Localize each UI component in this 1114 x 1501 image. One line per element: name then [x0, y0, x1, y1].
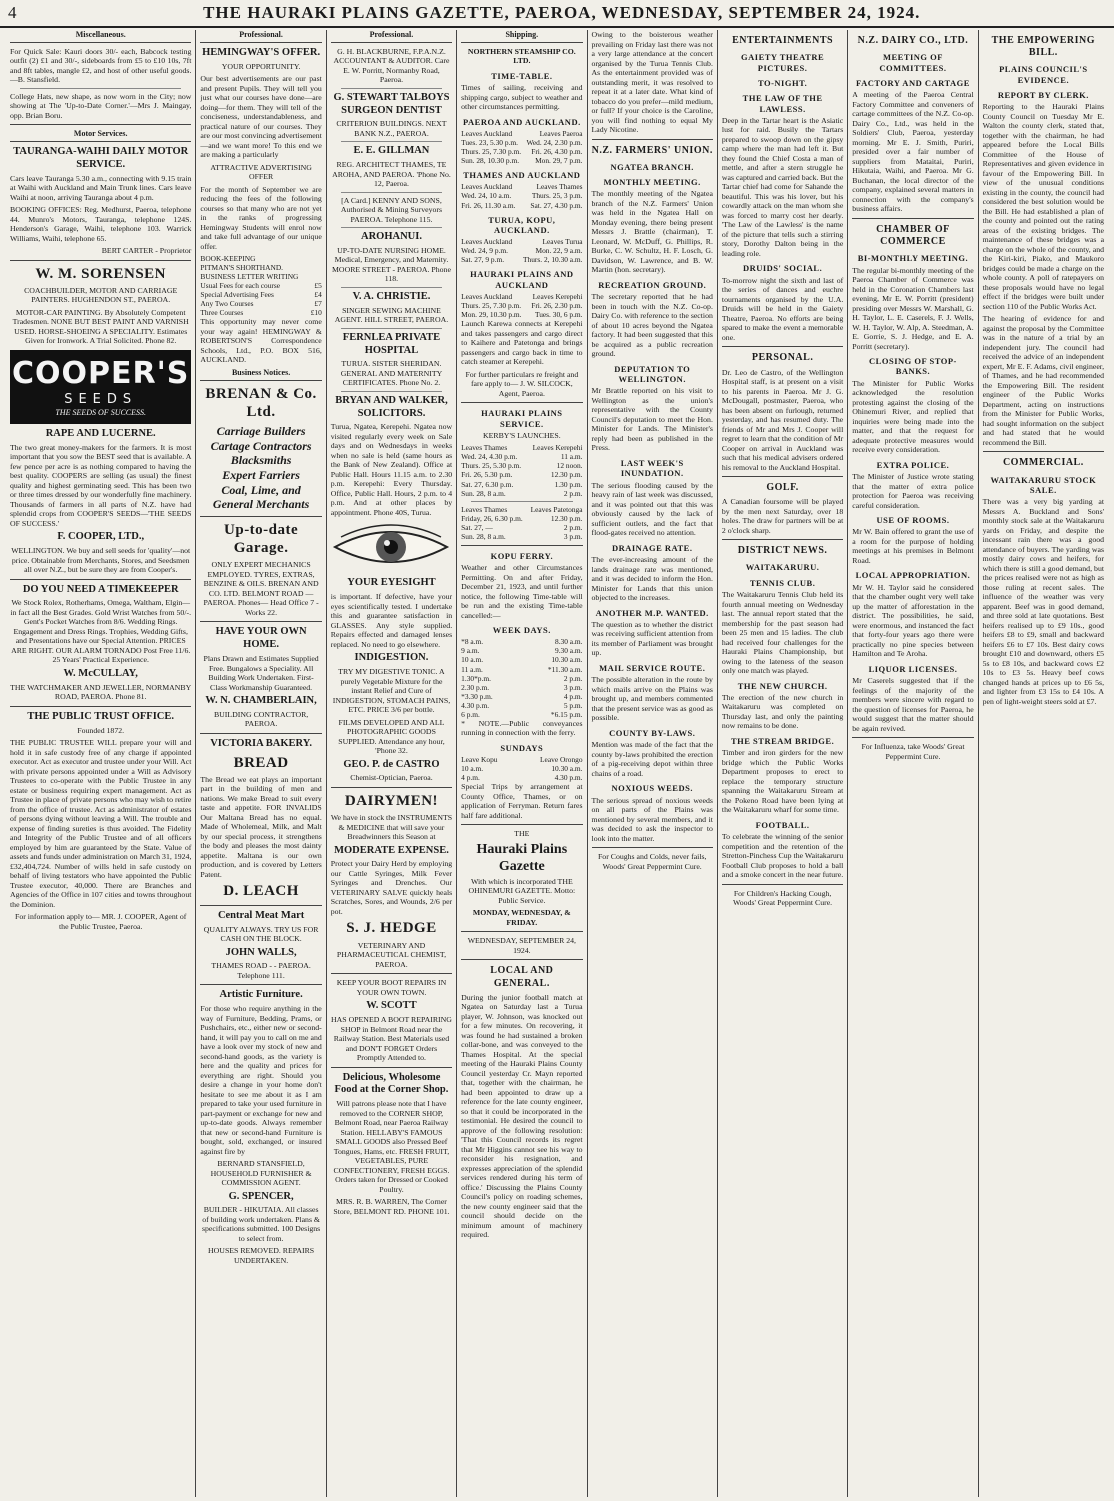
article-title: DISTRICT NEWS.: [737, 545, 828, 557]
article-body: A Canadian foursome will be played by the men next Saturday, over 18 holes. The draw for partners will be at 2 o'clock sharp.: [721, 497, 844, 535]
ad-body: For those who require anything in the way of Furniture, Bedding, Prams, or Pushchairs, etc., either new or second-hand, it will pay you to call on me and have a look over my stock of new and second-hand goods, as the variety is here and the quality and prices for everything are right. Should you desire a change in your home don't hesitate to see me about it as I am prepared to take your used furniture in part-payment or exchange for new and up-to-date goods. Always remember that new or second-hand Furniture is bought, sold, exchanged, or insured against fire by: [200, 1004, 322, 1156]
fee-row: PITMAN'S SHORTHAND.: [200, 263, 284, 273]
ad-title: MODERATE EXPENSE.: [334, 844, 449, 856]
article-body: During the junior football match at Ngatea on Saturday last a Turua player, W. Johnson, was knocked out for a few minutes. On recovering, it was found he had sustained a broken collar-bone, and was conveyed to the Thames Hospital. At the special meeting of the Hauraki Plains County Council yesterday Cr. Mayn reported that, together with the chairman, he had been appointed to draw up a reference for the late county engineer, so that it could be incorporated in the testimonial. He desired the council to approve of the following resolution: 'That this Council records its regret that Mr Higgins cannot see his way to reconsider his resignation, and expresses appreciation of the splendid services rendered during his term of office.' Discussing the Plains County Council's policy on roading schemes, the new county engineer said that the council should decide on the minimum amount of machinery required.: [461, 992, 583, 1240]
ad-body: With which is incorporated THE OHINEMURI GAZETTE. Motto: Public Service.: [468, 876, 576, 905]
ad-body: The Bread we eat plays an important part in the building of men and nations. We make Bread to suit every taste and appetite. FOR INVALIDS Our Maltana Bread has no equal. Made of Wholemeal, Milk, and Malt by our special process, it strengthens the body and pleases the most dainty appetite. Maltana is our own production, and is covered by Letters Patent.: [200, 774, 322, 879]
ad-body: THAMES ROAD - - PAEROA. Telephone 111.: [211, 961, 311, 980]
subheading: EXTRA POLICE.: [876, 459, 950, 470]
table-row: Sat. 27, — 2 p.m.: [461, 522, 583, 532]
article-body: Mr W. H. Taylor said he considered that the chamber ought very well take up the matter of afforestation in the district. The possibilities, he said, were enormous, and instanced the fact that forty-four years ago there were practically no pine species between Hamilton and Te Aroha.: [852, 582, 974, 659]
columns: [6, 30, 1108, 1497]
subheading: COUNTY BY-LAWS.: [609, 727, 696, 738]
article-body: The serious spread of noxious weeds on all parts of the Plains was mentioned by several members, and it was decided to ask the inspector to look into the matter.: [591, 795, 713, 843]
article-body: Mention was made of the fact that the county by-laws prohibited the erection of a pig-receiving depot within three chains of a road.: [591, 740, 713, 778]
article-body: Mr Caserels suggested that if the feelings of the majority of the members were sincere with regard to the question of licenses for Paeroa, he would suggest that the matter should be again revived.: [852, 676, 974, 733]
section-heading: Shipping.: [461, 30, 582, 43]
article-body: The regular bi-monthly meeting of the Paeroa Chamber of Commerce was held in the Coronation Chambers last evening, Mr E. W. Porritt (president) presiding over Messrs W. Marshall, G. H. Taylor, L. E. Caserels, F. J. Wells, W. H. Taylor, W. Alp, A. Steedman, A. E. Gorrie, S. J. Hedge, and E. A. Porritt (secretary).: [852, 265, 974, 351]
ad-title: BRYAN AND WALKER, SOLICITORS.: [335, 394, 448, 419]
subheading: FACTORY AND CARTAGE: [856, 77, 970, 88]
ad-footer: For Coughs and Colds, never fails, Woods' Great Peppermint Cure.: [597, 852, 707, 871]
ad-footer: MRS. R. B. WARREN, The Corner Store, BELMONT RD. PHONE 101.: [333, 1197, 450, 1216]
ad-title: THE PUBLIC TRUST OFFICE.: [27, 710, 175, 722]
section-heading: Professional.: [200, 30, 321, 43]
ad-title: VICTORIA BAKERY.: [210, 737, 312, 749]
table-row: Wed. 24, 10 a.m. Thurs. 25, 3 p.m.: [461, 191, 583, 201]
subheading: HAURAKI PLAINS AND AUCKLAND: [470, 269, 574, 290]
table-row: Tues. 23, 5.30 p.m. Wed. 24, 2.30 p.m.: [461, 138, 583, 147]
article-body: The Minister of Justice wrote stating that the matter of extra police protection for Paeroa was receiving careful consideration.: [852, 472, 974, 510]
table-row: Sat. 27, 9 p.m. Thurs. 2, 10.30 a.m.: [461, 255, 583, 265]
ad-body: We have in stock the INSTRUMENTS & MEDICINE that will save your Breadwinners this Season at: [330, 813, 453, 842]
ad-body: G. H. BLACKBURNE, F.P.A.N.Z. ACCOUNTANT & AUDITOR. Care E. W. Porritt, Normanby Road, Paeroa.: [333, 46, 450, 85]
table-row: Leaves Auckland Leaves Turua: [461, 237, 583, 247]
ad-footer: HOUSES REMOVED. REPAIRS UNDERTAKEN.: [208, 1246, 315, 1265]
ad-body: UP-TO-DATE NURSING HOME. Medical, Emergency, and Maternity. MOORE STREET - PAEROA. Phone 118.: [332, 245, 451, 284]
article-body: The serious flooding caused by the heavy rain of last week was discussed, and it was pointed out that this was obviously caused by the lack of sufficient outlets, and the fact that flood-gates received no attention.: [591, 480, 713, 538]
ad-body: SINGER SEWING MACHINE AGENT. HILL STREET, PAEROA.: [334, 305, 449, 325]
ad-signature: BERT CARTER - Proprietor: [101, 246, 192, 256]
article-body: The erection of the new church in Waitakaruru was completed on Thursday last, and only the painting now remains to be done.: [721, 692, 844, 731]
table-row: Leaves Auckland Leaves Paeroa: [461, 128, 583, 138]
table-row: Leaves Thames Leaves Patetonga: [461, 504, 583, 514]
ad-body: For the month of September we are reducing the fees of the following courses so that many who are not yet in the ranks of progressing Hemingway Students will enrol now and take full advantage of our unique offer.: [200, 184, 322, 251]
ad-subtitle: KEEP YOUR BOOT REPAIRS IN YOUR OWN TOWN.: [336, 978, 447, 997]
fee-table: [200, 254, 321, 317]
ad-body: Will patrons please note that I have removed to the CORNER SHOP, Belmont Road, near Paeroa Railway Station. HELLABY'S FAMOUS SMALL GOODS also Pressed Beef Tongues, Hams, etc. FRESH FRUIT, VEGETABLES, PURE CONFECTIONERY, FRESH EGGS. Orders taken for Dressed or Cooked Poultry.: [333, 1099, 450, 1194]
subheading: SUNDAYS: [500, 742, 544, 753]
table-row: Sat. 27, 6.30 p.m. 1.30 p.m.: [461, 479, 583, 489]
article-title: N.Z. DAIRY CO., LTD.: [857, 35, 969, 46]
table-row: Friday, 26, 6.30 p.m. 12.30 p.m.: [461, 513, 583, 523]
masthead: [0, 0, 1114, 28]
subheading: TIME-TABLE.: [491, 70, 553, 81]
ad-title: D. LEACH: [223, 883, 299, 900]
subheading: TURUA, KOPU, AUCKLAND.: [488, 214, 556, 235]
subheading: WAITAKARURU.: [745, 562, 820, 573]
ad-title: V. A. CHRISTIE.: [352, 290, 431, 302]
ad-body: Our best advertisements are our past and present Pupils. They will tell you just what our courses have done—are doing—for them. They will tell of the conciseness, understandableness, and practical nature of our courses. They are our most convincing advertisement—and we want more! To this end we are making a particularly: [200, 74, 322, 160]
ad-body: is important. If defective, have your eyes scientifically tested. I undertake this and guarantee satisfaction in GLASSES. Any style supplied. Repairs effected and damaged lenses replaced. No need to go elsewhere.: [330, 592, 453, 649]
ad-body: Protect your Dairy Herd by employing our Cattle Syringes, Milk Fever Syringes and Drenches. Our VETERINARY SALVE quickly heals Scratches, Sores, and Wounds, 2/6 per pot.: [330, 859, 453, 916]
subheading: LIQUOR LICENSES.: [868, 663, 958, 674]
ad-body: Turua, Ngatea, Kerepehi. Ngatea now visited regularly every week on Sale days and on Wednesdays in weeks when no sale is held (same hours as the Bank of New Zealand). Office at Public Hall. Hours 11.15 a.m. to 2.30 p.m. Kerepehi: Every Thursday. Office, Public Hall. Hours, 2 p.m. to 4 p.m. And at other places by appointment. Phone 40S, Turua.: [330, 422, 453, 517]
subheading: HAURAKI PLAINS SERVICE.: [481, 408, 563, 429]
ad-body: THE PUBLIC TRUSTEE WILL prepare your will and hold it in safe custody free of any charge if appointed executor. Act as executor and trustee under your Will. Act with private persons appointed under a Will as Advisory Trustees to co-operate with the Public Trustee in any estate or business requiring expert management. Act as Trustee in place of private persons who may wish to retire from the office of trustee. Act as administrator of estates of persons dying without leaving a Will. The trouble and expense of finding sureties is thus avoided. The Fidelity and Integrity of the Public Trustee and of all officers employed by him are guaranteed by the State. Value of assets and funds under administration on March 31, 1924, £32,404,724. Number of wills held in safe custody on behalf of living testators who have appointed the Public Trustee executor, 40,000. There are Branches and Agencies of the Office in 107 cities and towns throughout the Dominion.: [10, 738, 192, 909]
sailing-table: [461, 292, 582, 319]
ad-subtitle: KERBY'S LAUNCHES.: [483, 430, 561, 440]
ad-body: * NOTE.—Public conveyances running in connection with the ferry.: [461, 718, 583, 738]
ad-subtitle: MONDAY, WEDNESDAY, & FRIDAY.: [472, 908, 571, 927]
ad-title: FERNLEA PRIVATE HOSPITAL: [342, 331, 441, 356]
ad-body: FILMS DEVELOPED AND ALL PHOTOGRAPHIC GOODS SUPPLIED. Attendance any hour, 'Phone 32.: [338, 717, 445, 756]
ad-body: BUILDING CONTRACTOR, PAEROA.: [213, 709, 309, 729]
ad-title: HAVE YOUR OWN HOME.: [215, 626, 307, 651]
column-8: [979, 30, 1108, 1497]
ad-title: DAIRYMEN!: [344, 792, 439, 809]
fee-row: BOOK-KEEPING: [200, 254, 256, 264]
article-body: The hearing of evidence for and against the proposal by the Committee was in the nature of a trial by an independent jury. The council had received the advice of an independent expert, Mr E. F. Adams, civil engineer, of Thames, and he had recommended the Empowering Bill. The resident engineer of the Public Works Department, acting on instructions from the Minister for Public Works, had sought information on the subject and had stated that he would recommend the Bill.: [982, 314, 1105, 447]
ad-title: Artistic Furniture.: [219, 989, 303, 1001]
ad-footer: BERNARD STANSFIELD, HOUSEHOLD FURNISHER & COMMISSION AGENT.: [210, 1159, 312, 1188]
ad-title: DO YOU NEED A TIMEKEEPER: [22, 583, 179, 595]
ferry-table: [461, 637, 582, 718]
ad-title: W. N. CHAMBERLAIN,: [205, 695, 317, 707]
sailing-table: [461, 237, 582, 264]
article-title: CHAMBER OF COMMERCE: [876, 223, 950, 247]
subheading: NOXIOUS WEEDS.: [611, 783, 693, 794]
ad-title: W. SCOTT: [366, 1000, 417, 1012]
table-row: 9 a.m. 9.30 a.m.: [461, 646, 583, 656]
ad-body: Plans Drawn and Estimates Supplied Free. Bungalows a Speciality. All Building Work Undertaken. First-Class Workmanship Guaranteed.: [203, 654, 319, 692]
table-row: 4 p.m. 4.30 p.m.: [461, 773, 583, 783]
quick-sale-ad: For Quick Sale: Kauri doors 30/- each, Babcock testing outfit (2) £1 and 30/-, sideboards from £5 to £10 10s, 7ft and 8ft tables, mangle £2, and host of other useful goods.—B. Stansfield.: [10, 46, 192, 85]
section-heading: Miscellaneous.: [10, 30, 191, 43]
table-row: *3.30 p.m. 4 p.m.: [461, 691, 583, 701]
fee-row: Any Two Courses £7: [200, 299, 322, 309]
article-body: To-morrow night the sixth and last of the series of dances and euchre tournaments organised by the U.A. Druids will be held in the Gaiety Theatre, Paeroa. No efforts are being spared to make the event a memorable one.: [721, 275, 844, 342]
column-1: [6, 30, 196, 1497]
ad-body: ONLY EXPERT MECHANICS EMPLOYED. TYRES, EXTRAS, BENZINE & OILS. BRENAN AND CO. LTD. BELMONT ROAD — PAEROA. Phones— Head Office 7 - Works 22.: [203, 560, 319, 617]
table-row: Wed. 24, 4.30 p.m. 11 a.m.: [461, 452, 583, 462]
article-body: The Minister for Public Works acknowledged the resolution protesting against the closing of the Ohinemuri River, and replied that inquiries were being made into the matter, and that the request for adequate protective measures would receive every consideration.: [852, 378, 974, 455]
table-row: Thurs. 25, 5.30 p.m. 12 noon.: [461, 461, 583, 471]
ad-body: MOTOR-CAR PAINTING. By Absolutely Competent Tradesmen. NONE BUT BEST PAINT AND VARNISH USED. HORSE-SHOEING A SPECIALITY. Estimates Given for Ironwork. A Trial Solicited. Phone 82.: [12, 307, 189, 346]
ad-title: BRENAN & Co. Ltd.: [205, 385, 317, 420]
table-row: 6 p.m. *6.15 p.m.: [461, 709, 583, 719]
subheading: MEETING OF COMMITTEES.: [879, 52, 947, 73]
ad-body: Special Trips by arrangement at County Office, Thames, or on application of Ferryman. Return fares half fare additional.: [461, 782, 583, 820]
subheading: CLOSING OF STOP-BANKS.: [869, 356, 957, 377]
column-4: Shipping. NORTHERN STEAMSHIP CO. LTD. TIME-TABLE. Times of sailing, receiving and shipping cargo, subject to weather and other circumstances permitting. PAEROA AND AUCKLAND. Leaves Auckland Leaves Paeroa Tues. 23, 5.30 p.m. Wed. 24, 2.30 p.m. Thurs. 25, 7.30 p.m. Fri. 26, 4.30 p.m. Sun. 28, 10.30 p.m. Mon. 29, 7 p.m. THAMES AND AUCKLAND Leaves Auckland Leaves Thames Wed. 24, 10 a.m. Thurs. 25, 3 p.m. Fri. 26, 11.30 a.m. Sat. 27, 4.30 p.m. TURUA, KOPU, AUCKLAND. Leaves Auckland Leaves Turua Wed. 24, 9 p.m. Mon. 22, 9 a.m. Sat. 27, 9 p.m. Thurs. 2, 10.30 a.m. HAURAKI PLAINS AND AUCKLAND Leaves Auckland Leaves Kerepehi Thurs. 25, 7.30 p.m. Fri. 26, 2.30 p.m. Mon. 29, 10.30 p.m. Tues. 30, 6 p.m. Launch Karewa connects at Kerepehi and takes passengers and cargo direct to Kaihere and Patetonga and brings passengers and cargo back in time to catch steamer at Kerepehi. For further particulars re freight and fare apply to— J. W. SILCOCK, Agent, Paeroa. HAURAKI PLAINS SERVICE. KERBY'S LAUNCHES. Leaves Thames Leaves Kerepehi Wed. 24, 4.30 p.m. 11 a.m. Thurs. 25, 5.30 p.m. 12 noon. Fri. 26, 5.30 p.m. 12.30 p.m. Sat. 27, 6.30 p.m. 1.30 p.m. Sun. 28, 8 a.m. 2 p.m. Leaves Thames Leaves Patetonga Friday, 26, 6.30 p.m. 12.30 p.m. Sat. 27, — 2 p.m. Sun. 28, 8 a.m. 3 p.m. KOPU FERRY. Weather and other Circumstances Permitting. On and after Friday, December 21, 1923, and until further notice, the following Time-table will be run and the existing Time-table cancelled:— WEEK DAYS. *8 a.m. 8.30 a.m. 9 a.m. 9.30 a.m. 10 a.m. 10.30 a.m. 11 a.m. *11.30 a.m. 1.30*p.m. 2 p.m. 2.30 p.m. 3 p.m. *3.30 p.m. 4 p.m. 4.30 p.m. 5 p.m. 6 p.m. *6.15 p.m. * NOTE.—Public conveyances running in connection with the ferry. SUNDAYS Leave Kopu Leave Orongo 10 a.m. 10.30 a.m. 4 p.m. 4.30 p.m. Special Trips by arrangement at County Office, Thames, or on application of Ferryman. Return fares half fare additional. THE Hauraki Plains Gazette With which is incorporated THE OHINEMURI GAZETTE. Motto: Public Service. MONDAY, WEDNESDAY, & FRIDAY. WEDNESDAY, SEPTEMBER 24, 1924. LOCAL AND GENERAL. During the junior football match at Ngatea on Saturday last a Turua player, W. Johnson, was knocked out for a few minutes. On recovering, it was found he had sustained a broken collar-bone, and was conveyed to the Thames Hospital. At the special meeting of the Hauraki Plains County Council yesterday Cr. Mayn reported that, together with the chairman, he had been appointed to draw up a reference for the late county engineer, so that it could be incorporated in the testimonial. He desired the council to approve of the following resolution: 'That this Council records its regret that Mr Higgins cannot see his way to reconsider his resignation, and expresses appreciation of the splendid services rendered during his term of office.' Discussing the Plains County Council's policy on roading schemes, the new county engineer said that the council should decide on the minimum amount of machinery required.: [457, 30, 587, 1497]
ad-title: W. M. SORENSEN: [35, 265, 167, 282]
article-title: PERSONAL.: [751, 352, 814, 364]
article-body: The Waitakaruru Tennis Club held its fourth annual meeting on Wednesday last. The annual report stated that the membership for the past season had been 25 men and 15 ladies. The club had received four challenges for the Hauraki Plains Championship, but owing to the lateness of the season only one match was played.: [721, 590, 844, 676]
ad-title: TAURANGA-WAIHI DAILY MOTOR SERVICE.: [13, 146, 189, 170]
subheading: THAMES AND AUCKLAND: [463, 170, 581, 181]
subheading: ANOTHER M.P. WANTED.: [595, 607, 709, 618]
article-body: The secretary reported that he had been in touch with the N.Z. Co-op. Dairy Co. with reference to the section of about 10 acres beyond the Ngatea factory. It had been suggested that this be acquired as a public recreation ground.: [591, 292, 713, 359]
fee-row: BUSINESS LETTER WRITING: [200, 272, 299, 282]
subheading: NGATEA BRANCH.: [610, 161, 694, 172]
column-3: [327, 30, 457, 1497]
page-number: 4: [8, 3, 18, 22]
subheading: DRAINAGE RATE.: [611, 542, 693, 553]
section-heading: Motor Services.: [10, 129, 191, 142]
article-body: The monthly meeting of the Ngatea branch of the N.Z. Farmers' Union was held in the Ngatea Hall on Monday evening, there being present Messrs J. Brattle (chairman), T. Leonard, W. McDuff, G. Phillips, R. Burke, C. W. Schultz, H. F. Losch, G. Davidson, W. Lawrence, and B. W. Martin (hon. secretary).: [591, 189, 713, 275]
section-heading: Professional.: [331, 30, 452, 43]
column-7: [848, 30, 978, 1497]
table-row: Leaves Thames Leaves Kerepehi: [461, 443, 583, 453]
ad-body: VETERINARY AND PHARMACEUTICAL CHEMIST, PAEROA.: [336, 940, 447, 969]
article-title: LOCAL AND GENERAL.: [490, 965, 554, 989]
sailing-table: [461, 505, 582, 541]
subheading: WEEK DAYS.: [492, 625, 551, 636]
ad-body: HAS OPENED A BOOT REPAIRING SHOP in Belmont Road near the Railway Station. Best Materials used and DON'T FORGET Orders Promptly Attended to.: [331, 1015, 452, 1062]
ferry-table: [461, 755, 582, 782]
article-body: The possible alteration in the route by which mails arrive on the Plains was brought up, and members commented that the present service was as good as possible.: [591, 675, 713, 723]
ad-body: WELLINGTON. We buy and sell seeds for 'quality'—not price. Obtainable from Merchants, Stores, and Seedsmen all over N.Z., but be sure they are from Cooper's.: [11, 546, 191, 575]
sailing-table: [461, 443, 582, 497]
sailing-table: [461, 182, 582, 209]
article-body: Dr. Leo de Castro, of the Wellington Hospital staff, is at present on a visit to his parents in Paeroa. Mr J. G. McDougall, postmaster, Paeroa, who has been absent on furlough, returned yesterday, and has resumed duty. The friends of Mr and Mrs J. Cooper will regret to learn that the condition of Mr Cooper on arrival in Auckland was such that his medical advisers ordered his removal to the Auckland Hospital.: [721, 367, 844, 472]
fee-row: Three Courses £10: [200, 308, 322, 318]
table-row: 2.30 p.m. 3 p.m.: [461, 682, 583, 692]
ad-title: GEO. P. de CASTRO: [343, 758, 440, 770]
dateline: WEDNESDAY, SEPTEMBER 24, 1924.: [467, 936, 576, 955]
eye-illustration: [331, 523, 452, 571]
ad-title: Up-to-date Garage.: [224, 521, 299, 557]
subheading: THE LAW OF THE LAWLESS.: [742, 93, 823, 114]
table-row: Mon. 29, 10.30 p.m. Tues. 30, 6 p.m.: [461, 310, 583, 320]
ad-title: NORTHERN STEAMSHIP CO. LTD.: [467, 46, 576, 66]
ad-footer: This opportunity may never come your way again! HEMINGWAY & ROBERTSON'S Correspondence Schools, Ltd., P.O. BOX 516, AUCKLAND.: [200, 317, 322, 365]
table-row: Leaves Auckland Leaves Kerepehi: [461, 292, 583, 302]
article-body: The ever-increasing amount of the lands drainage rate was mentioned, and it was decided to inform the Hon. Minister for Lands that this union objected to the increases.: [591, 555, 713, 603]
ad-body: THE WATCHMAKER AND JEWELLER, NORMANBY ROAD, PAEROA. Phone 81.: [10, 682, 192, 702]
table-row: Wed. 24, 9 p.m. Mon. 22, 9 a.m.: [461, 246, 583, 256]
article-body: Mr Brattle reported on his visit to Wellington as the union's representative with the County Council's deputation to meet the Hon. Minister for Lands. The Minister's reply had been as published in the Press.: [591, 386, 713, 453]
column-6: [718, 30, 848, 1497]
ad-title: W. McCULLAY,: [63, 667, 138, 679]
fee-row: Usual Fees for each course £5: [200, 281, 322, 291]
ad-body: Launch Karewa connects at Kerepehi and takes passengers and cargo direct to Kaihere and Patetonga and brings passengers and cargo back in time to catch steamer at Kerepehi.: [461, 319, 583, 367]
ad-title: Delicious, Wholesome Food at the Corner Shop.: [334, 1071, 449, 1096]
article-title: GOLF.: [766, 482, 799, 494]
article-body: A meeting of the Paeroa Central Factory Committee and conveners of cartage committees of the N.Z. Co-op. Dairy Co., Ltd., was held in the Soldiers' Club, Paeroa, yesterday morning. Mr E. J. Smith, Puriri, presided over a fair number of suppliers from Mataitai, Puriri, Hikutaia, Waihi, and Paeroa. Mr G. Buchanan, the local director of the company, explained several matters in connection with the company's business affairs.: [852, 90, 974, 214]
ad-title: AROHANUI.: [360, 231, 422, 243]
subheading: TENNIS CLUB.: [749, 577, 816, 588]
ad-title: F. COOPER, LTD.,: [57, 531, 145, 543]
article-body: To celebrate the winning of the senior competition and the retention of the Stretton-Pinchess Cup the Waitakaruru Football Club proposes to hold a ball and a smoke concert in the near future.: [721, 832, 844, 880]
ad-title: JOHN WALLS,: [225, 946, 297, 958]
ad-subtitle: COACHBUILDER, MOTOR AND CARRIAGE PAINTERS. HUGHENDON ST., PAEROA.: [24, 285, 178, 305]
subheading: LOCAL APPROPRIATION.: [855, 570, 971, 581]
ad-title: BREAD: [233, 754, 289, 771]
subheading: TO-NIGHT.: [757, 77, 808, 88]
subheading: RECREATION GROUND.: [598, 279, 707, 290]
ad-title: YOUR EYESIGHT: [347, 577, 436, 589]
subheading: USE OF ROOMS.: [876, 515, 950, 526]
subheading: MAIL SERVICE ROUTE.: [599, 662, 706, 673]
subheading: GAIETY THEATRE PICTURES.: [741, 52, 825, 73]
subheading: DRUIDS' SOCIAL.: [742, 263, 823, 274]
subheading: FOOTBALL.: [755, 819, 810, 830]
ad-body: [A Card.] KENNY AND SONS, Authorised & Mining Surveyors PAEROA. Telephone 115.: [340, 195, 443, 224]
subheading: LAST WEEK'S INUNDATION.: [620, 457, 684, 479]
table-row: Sun. 28, 8 a.m. 3 p.m.: [461, 531, 583, 541]
article-body: There was a very big yarding at Messrs A. Buckland and Sons' monthly stock sale at the Waitakaruru yards on Friday, and despite the incessant rain there was a good attendance of buyers. The yarding was mostly dairy cows and heifers, for which there is still a good demand, but the prices realised were not as high as those ruling at recent sales. The influence of the weather was very apparent. Beef was in good demand, and three sold at late quotations. Best heifers realised up to £9 10s., good heifers £8 to £9, small and backward heifers £6 to £7 10s. Best dairy cows brought £10 and downward, others £5 5s to £8 10s, and backward cows £2 10s to £3 5s. Heavy beef cows changed hands at prices up to £6 5s, and lighter from £3 15s to £4 10s. A pen of light-weight steers sold at £7.: [982, 497, 1105, 706]
subheading: PAEROA AND AUCKLAND.: [462, 116, 581, 127]
subheading: THE STREAM BRIDGE.: [730, 735, 835, 746]
table-row: 10 a.m. 10.30 a.m.: [461, 764, 583, 774]
table-row: Sun. 28, 10.30 p.m. Mon. 29, 7 p.m.: [461, 156, 583, 166]
table-row: Thurs. 25, 7.30 p.m. Fri. 26, 2.30 p.m.: [461, 301, 583, 311]
subheading: DEPUTATION TO WELLINGTON.: [614, 363, 691, 385]
article-title: THE EMPOWERING BILL.: [991, 35, 1096, 59]
article-body: Owing to the boisterous weather prevailing on Friday last there was not a very large attendance at the concert organised by the Turua Tennis Club. As the entertainment provided was of outstanding merit, it was resolved to repeat it at a later date. What kind of tobacco do you prefer—mild medium, or full? If your choice is the Caroline, you will find nothing to equal My Lady Nicotine.: [591, 30, 713, 134]
page-title: THE HAURAKI PLAINS GAZETTE, PAEROA, WEDNESDAY, SEPTEMBER 24, 1924.: [203, 3, 921, 22]
table-row: 10 a.m. 10.30 a.m.: [461, 655, 583, 665]
ad-body: BUILDER - HIKUTAIA. All classes of building work undertaken. Plans & specifications submitted. 100 Designs to select from.: [201, 1205, 321, 1243]
article-title: COMMERCIAL.: [1002, 457, 1084, 469]
ad-footer: For Influenza, take Woods' Great Peppermint Cure.: [861, 742, 965, 761]
column-5: [588, 30, 718, 1497]
ad-title: S. J. HEDGE: [346, 920, 437, 937]
subheading: KOPU FERRY.: [490, 550, 554, 561]
college-hats-ad: College Hats, new shape, as now worn in the City; now showing at The 'Up-to-Date Corner.'—Mrs J. Maingay, opp. Brian Boru.: [10, 91, 192, 120]
table-row: 4.30 p.m. 5 p.m.: [461, 700, 583, 710]
article-body: Reporting to the Hauraki Plains County Council on Tuesday Mr E. Walton the county clerk, stated that, together with the chairman, he had appeared before the Local Bills Committee of the House of Representatives and given evidence in favour of the Empowering Bill. In view of the unusual conditions existing in the county, the council had considered the best solution would be the Bill. He had established a plan of the county and pointed out the rating areas of the existing bridges. The maintenance of these bridges was a charge on the whole of the county, and the Kiri-kiri, Piako, and Maukoro bridges could be made a charge on the whole county. A poll of ratepayers on these proposals would have no legal effect if the bridges were built under section 110 of the Public Works Act.: [982, 102, 1105, 311]
column-2: Professional. HEMINGWAY'S OFFER. YOUR OPPORTUNITY. Our best advertisements are our past and present Pupils. They will tell you just what our courses have done—are doing—for them. They will tell of the conciseness, understandableness, and practical nature of our courses. They are our most convincing advertisement—and we want more! To this end we are making a particularly ATTRACTIVE ADVERTISING OFFER For the month of September we are reducing the fees of the following courses so that many who are not yet in the ranks of progressing Hemingway Students will enrol now and take full advantage of our unique offer. BOOK-KEEPING PITMAN'S SHORTHAND. BUSINESS LETTER WRITING Usual Fees for each course £5 Special Advertising Fees £4 Any Two Courses £7 Three Courses £10 This opportunity may never come your way again! HEMINGWAY & ROBERTSON'S Correspondence Schools, Ltd., P.O. BOX 516, AUCKLAND. Business Notices. BRENAN & Co. Ltd. Carriage Builders Cartage Contractors Blacksmiths Expert Farriers Coal, Lime, and General Merchants Up-to-date Garage. ONLY EXPERT MECHANICS EMPLOYED. TYRES, EXTRAS, BENZINE & OILS. BRENAN AND CO. LTD. BELMONT ROAD — PAEROA. Phones— Head Office 7 - Works 22. HAVE YOUR OWN HOME. Plans Drawn and Estimates Supplied Free. Bungalows a Speciality. All Building Work Undertaken. First-Class Workmanship Guaranteed. W. N. CHAMBERLAIN, BUILDING CONTRACTOR, PAEROA. VICTORIA BAKERY. BREAD The Bread we eat plays an important part in the building of men and nations. We make Bread to suit every taste and appetite. FOR INVALIDS Our Maltana Bread has no equal. Made of Wholemeal, Milk, and Malt by our special process, it strengthens the body and pleases the most dainty appetite. Maltana is our own production, and is covered by Letters Patent. D. LEACH Central Meat Mart QUALITY ALWAYS. TRY US FOR CASH ON THE BLOCK. JOHN WALLS, THAMES ROAD - - PAEROA. Telephone 111. Artistic Furniture. For those who require anything in the way of Furniture, Bedding, Prams, or Pushchairs, etc., either new or second-hand, it will pay you to call on me and have a look over my stock of new and second-hand goods, as the variety is here and the quality and prices for everything are right. Should you desire a change in your home don't hesitate to see me about it as I am prepared to take your used furniture in part-payment or exchange for new and up-to-date goods. Always remember that new or second-hand Furniture is bought, sold, exchanged, or insured against fire by BERNARD STANSFIELD, HOUSEHOLD FURNISHER & COMMISSION AGENT. G. SPENCER, BUILDER - HIKUTAIA. All classes of building work undertaken. Plans & specifications submitted. 100 Designs to select from. HOUSES REMOVED. REPAIRS UNDERTAKEN.: [196, 30, 326, 1497]
ad-body: TURUA. SISTER SHERIDAN. GENERAL AND MATERNITY CERTIFICATES. Phone No. 2.: [340, 359, 443, 388]
table-row: 11 a.m. *11.30 a.m.: [461, 664, 583, 674]
table-row: Fri. 26, 11.30 a.m. Sat. 27, 4.30 p.m.: [461, 200, 583, 210]
ad-title: HEMINGWAY'S OFFER.: [202, 46, 321, 58]
article-body: Mr W. Bain offered to grant the use of a room for the purpose of holding meetings at his premises in Belmont Road.: [852, 527, 974, 565]
article-body: Deep in the Tartar heart is the Asiatic lust for raid. Busily the Tartars prepared to swoop down on the gipsy camp where the man had left it. But they found the Chief Costa a man of mettle, and after a stern struggle he was captured and carried back. But the Tartar chief had come for Sahande the beautiful. This was his lover, but his cowardly attack on the man whom she was forced to marry cost her dearly. 'The Law of the Lawless' is the name of the picture that tells such a stirring story, Dorothy Dalton being in the leading role.: [721, 115, 844, 258]
ad-subtitle: ATTRACTIVE ADVERTISING OFFER: [210, 162, 312, 182]
ad-title: INDIGESTION.: [354, 652, 429, 664]
ad-body: BOOKING OFFICES: Reg. Medhurst, Paeroa, telephone 44. Munro's Motors, Tauranga, telephone 124S. Henderson's Garage, Waihi, telephone 103. Warrick Williams, Waihi, telephone 65.: [10, 205, 192, 243]
ad-subtitle: YOUR OPPORTUNITY.: [221, 61, 301, 71]
eye-icon: [331, 523, 451, 571]
ad-title: E. E. GILLMAN: [353, 145, 430, 157]
ad-body: Cars leave Tauranga 5.30 a.m., connecting with 9.15 train at Waihi with Auckland and Main Trunk lines. Cars leave Waihi at noon, arriving Tauranga about 4 p.m.: [10, 173, 192, 202]
ad-subtitle: Founded 1872.: [77, 725, 125, 735]
table-row: Leaves Auckland Leaves Thames: [461, 182, 583, 192]
table-row: Thurs. 25, 7.30 p.m. Fri. 26, 4.30 p.m.: [461, 147, 583, 157]
table-row: Sun. 28, 8 a.m. 2 p.m.: [461, 488, 583, 498]
ad-title: RAPE AND LUCERNE.: [45, 428, 156, 440]
table-row: 1.30*p.m. 2 p.m.: [461, 673, 583, 683]
ad-body: CRITERION BUILDINGS. NEXT BANK N.Z., PAEROA.: [336, 119, 447, 138]
fee-row: Special Advertising Fees £4: [200, 290, 322, 300]
ad-body: We Stock Rolex, Rotherhams, Omega, Waltham, Elgin—in fact all the Best Grades. Gold Wrist Watches from 50/-. Gent's Pocket Watches from 8/6. Wedding Rings. Engagement and Dress Rings. Trophies, Wedding Gifts, and Presentations have our Special Attention. PRICES ARE RIGHT. OUR ALARM TORNADO Post Free 11/6. 25 Years' Practical Experience.: [10, 598, 192, 665]
ad-title: G. STEWART TALBOYS SURGEON DENTIST: [333, 91, 450, 116]
subheading: BI-MONTHLY MEETING.: [857, 253, 969, 264]
ad-body: REG. ARCHITECT THAMES, TE AROHA, AND PAEROA. 'Phone No. 12, Paeroa.: [332, 160, 451, 189]
ad-footer: For Children's Hacking Cough, Woods' Great Peppermint Cure.: [733, 888, 833, 908]
ad-body: TRY MY DIGESTIVE TONIC. A purely Vegetable Mixture for the instant Relief and Cure of INDIGESTION, STOMACH PAINS, ETC. PRICE 3/6 per bottle.: [332, 667, 451, 715]
ad-body: Times of sailing, receiving and shipping cargo, subject to weather and other circumstances permitting.: [461, 83, 583, 112]
article-title: N.Z. FARMERS' UNION.: [591, 144, 713, 156]
ad-body: The two great money-makers for the farmers. It is most important that you sow the BEST seed that is available. A few pence per acre is as nothing compared to having the best quality. COOPERS are selling (as usual) the finest quality and highest germinating seed. This has been two or three times dressed by our wonderfully fine machinery. Thousands of farmers in all parts of N.Z. have had splendid crops from COOPER'S SEEDS—'THE SEEDS OF SUCCESS.': [10, 442, 192, 528]
ad-title: G. SPENCER,: [228, 1190, 294, 1202]
section-heading: Business Notices.: [200, 368, 321, 381]
sailing-table: [461, 129, 582, 165]
subheading: THE NEW CHURCH.: [737, 680, 828, 691]
gazette-nameplate: Hauraki Plains Gazette: [476, 841, 568, 874]
ad-title: Central Meat Mart: [217, 909, 305, 921]
subheading: WAITAKARURU STOCK SALE.: [990, 474, 1097, 495]
ad-footer: For information apply to— MR. J. COOPER, Agent of the Public Trustee, Paeroa.: [15, 912, 187, 931]
subheading: PLAINS COUNCIL'S EVIDENCE.: [999, 64, 1088, 85]
ad-body: Chemist-Optician, Paeroa.: [350, 773, 433, 783]
table-row: Fri. 26, 5.30 p.m. 12.30 p.m.: [461, 470, 583, 480]
table-row: Leave Kopu Leave Orongo: [461, 755, 583, 765]
article-body: The question as to whether the district was receiving sufficient attention from its member of Parliament was brought up.: [591, 619, 713, 658]
article-title: ENTERTAINMENTS: [732, 35, 834, 46]
article-body: Timber and iron girders for the new bridge which the Public Works Department proposes to erect to replace the temporary structure spanning the Waitakaruru Stream at the Pokeno Road have been lying at the Waitakaruru wharf for some time.: [721, 748, 844, 815]
ad-body: QUALITY ALWAYS. TRY US FOR CASH ON THE BLOCK.: [203, 924, 319, 944]
ad-body: Weather and other Circumstances Permitting. On and after Friday, December 21, 1923, and until further notice, the following Time-table will be run and the existing Time-table cancelled:—: [461, 563, 583, 620]
subheading: REPORT BY CLERK.: [997, 90, 1089, 101]
coopers-seeds-logo: COOPER'S SEEDS THE SEEDS OF SUCCESS.: [10, 350, 191, 424]
subheading: MONTHLY MEETING.: [603, 177, 701, 188]
table-row: *8 a.m. 8.30 a.m.: [461, 637, 583, 647]
ad-body: For further particulars re freight and fare apply to— J. W. SILCOCK, Agent, Paeroa.: [465, 369, 579, 398]
